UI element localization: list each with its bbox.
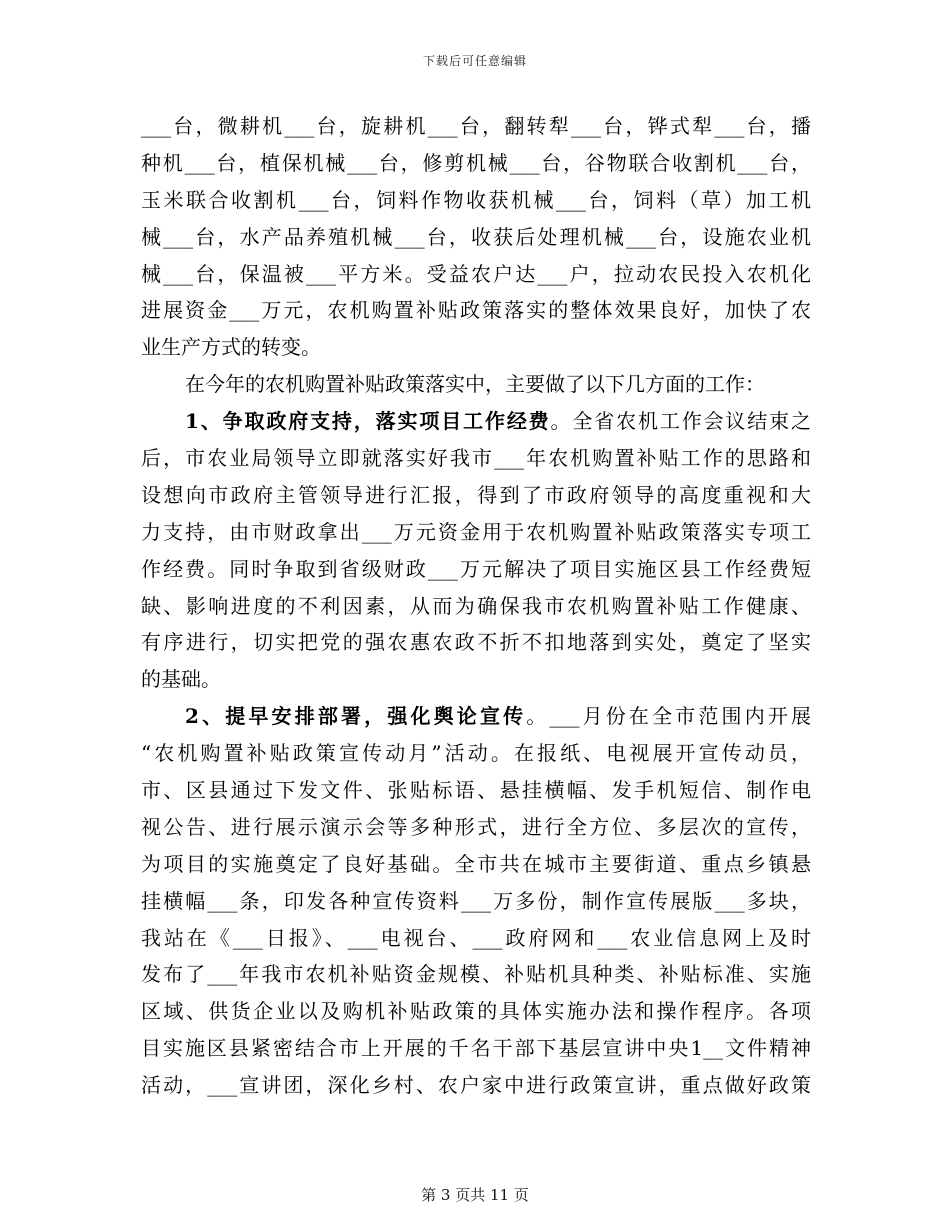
text-line: 区域、供货企业以及购机补贴政策的具体实施办法和操作程序。各项 [141, 999, 811, 1024]
text-line: 视公告、进行展示演示会等多种形式，进行全方位、多层次的宣传， [141, 814, 811, 839]
page-header: 下载后可任意编辑 [422, 54, 527, 68]
section-heading-line [141, 698, 811, 735]
text-line: 的基础。 [141, 667, 221, 692]
text-line: 作经费。同时争取到省级财政___万元解决了项目实施区县工作经费短 [141, 556, 811, 581]
heading-rest: 。全省农机工作会议结束之 [550, 409, 812, 434]
text-line: 挂横幅___条，印发各种宣传资料___万多份，制作宣传展版___多块， [141, 888, 811, 913]
text-line: 械___台，水产品养殖机械___台，收获后处理机械___台，设施农业机 [141, 224, 811, 249]
text-line: 目实施区县紧密结合市上开展的千名干部下基层宣讲中央1__文件精神 [141, 1036, 811, 1061]
section-heading: 1、争取政府支持，落实项目工作经费 [185, 409, 551, 434]
text-line: 市、区县通过下发文件、张贴标语、悬挂横幅、发手机短信、制作电 [141, 778, 811, 803]
text-line: “农机购置补贴政策宣传动月”活动。在报纸、电视展开宣传动员， [141, 741, 811, 766]
text-line: 械___台，保温被___平方米。受益农户达___户，拉动农民投入农机化 [141, 261, 811, 286]
text-line: 业生产方式的转变。 [141, 335, 321, 360]
text-line: 力支持，由市财政拿出___万元资金用于农机购置补贴政策落实专项工 [141, 519, 811, 544]
text-line: 种机___台，植保机械___台，修剪机械___台，谷物联合收割机___台， [141, 150, 811, 175]
text-line: 设想向市政府主管领导进行汇报，得到了市政府领导的高度重视和大 [141, 482, 811, 507]
text-line: 在今年的农机购置补贴政策落实中，主要做了以下几方面的工作： [185, 372, 765, 397]
text-line: 进展资金___万元，农机购置补贴政策落实的整体效果良好，加快了农 [141, 298, 811, 323]
section-heading-line [141, 403, 811, 440]
heading-rest: 。___月份在全市范围内开展 [526, 704, 812, 729]
text-line: 我站在《___日报》、___电视台、___政府网和___农业信息网上及时 [141, 925, 811, 950]
text-line: 缺、影响进度的不利因素，从而为确保我市农机购置补贴工作健康、 [141, 593, 811, 618]
text-line: 后，市农业局领导立即就落实好我市___年农机购置补贴工作的思路和 [141, 446, 811, 471]
text-line: ___台，微耕机___台，旋耕机___台，翻转犁___台，铧式犁___台，播 [141, 114, 811, 138]
text-line: 玉米联合收割机___台，饲料作物收获机械___台，饲料（草）加工机 [141, 187, 811, 212]
text-line: 发布了___年我市农机补贴资金规模、补贴机具种类、补贴标准、实施 [141, 962, 811, 987]
text-line: 为项目的实施奠定了良好基础。全市共在城市主要街道、重点乡镇悬 [141, 851, 811, 876]
section-heading: 2、提早安排部署，强化舆论宣传 [185, 704, 527, 729]
text-line: 活动，___宣讲团，深化乡村、农户家中进行政策宣讲，重点做好政策 [141, 1073, 811, 1098]
page-footer: 第 3 页共 11 页 [421, 1186, 529, 1204]
text-line: 有序进行，切实把党的强农惠农政不折不扣地落到实处，奠定了坚实 [141, 630, 811, 655]
document-body [141, 108, 811, 1104]
